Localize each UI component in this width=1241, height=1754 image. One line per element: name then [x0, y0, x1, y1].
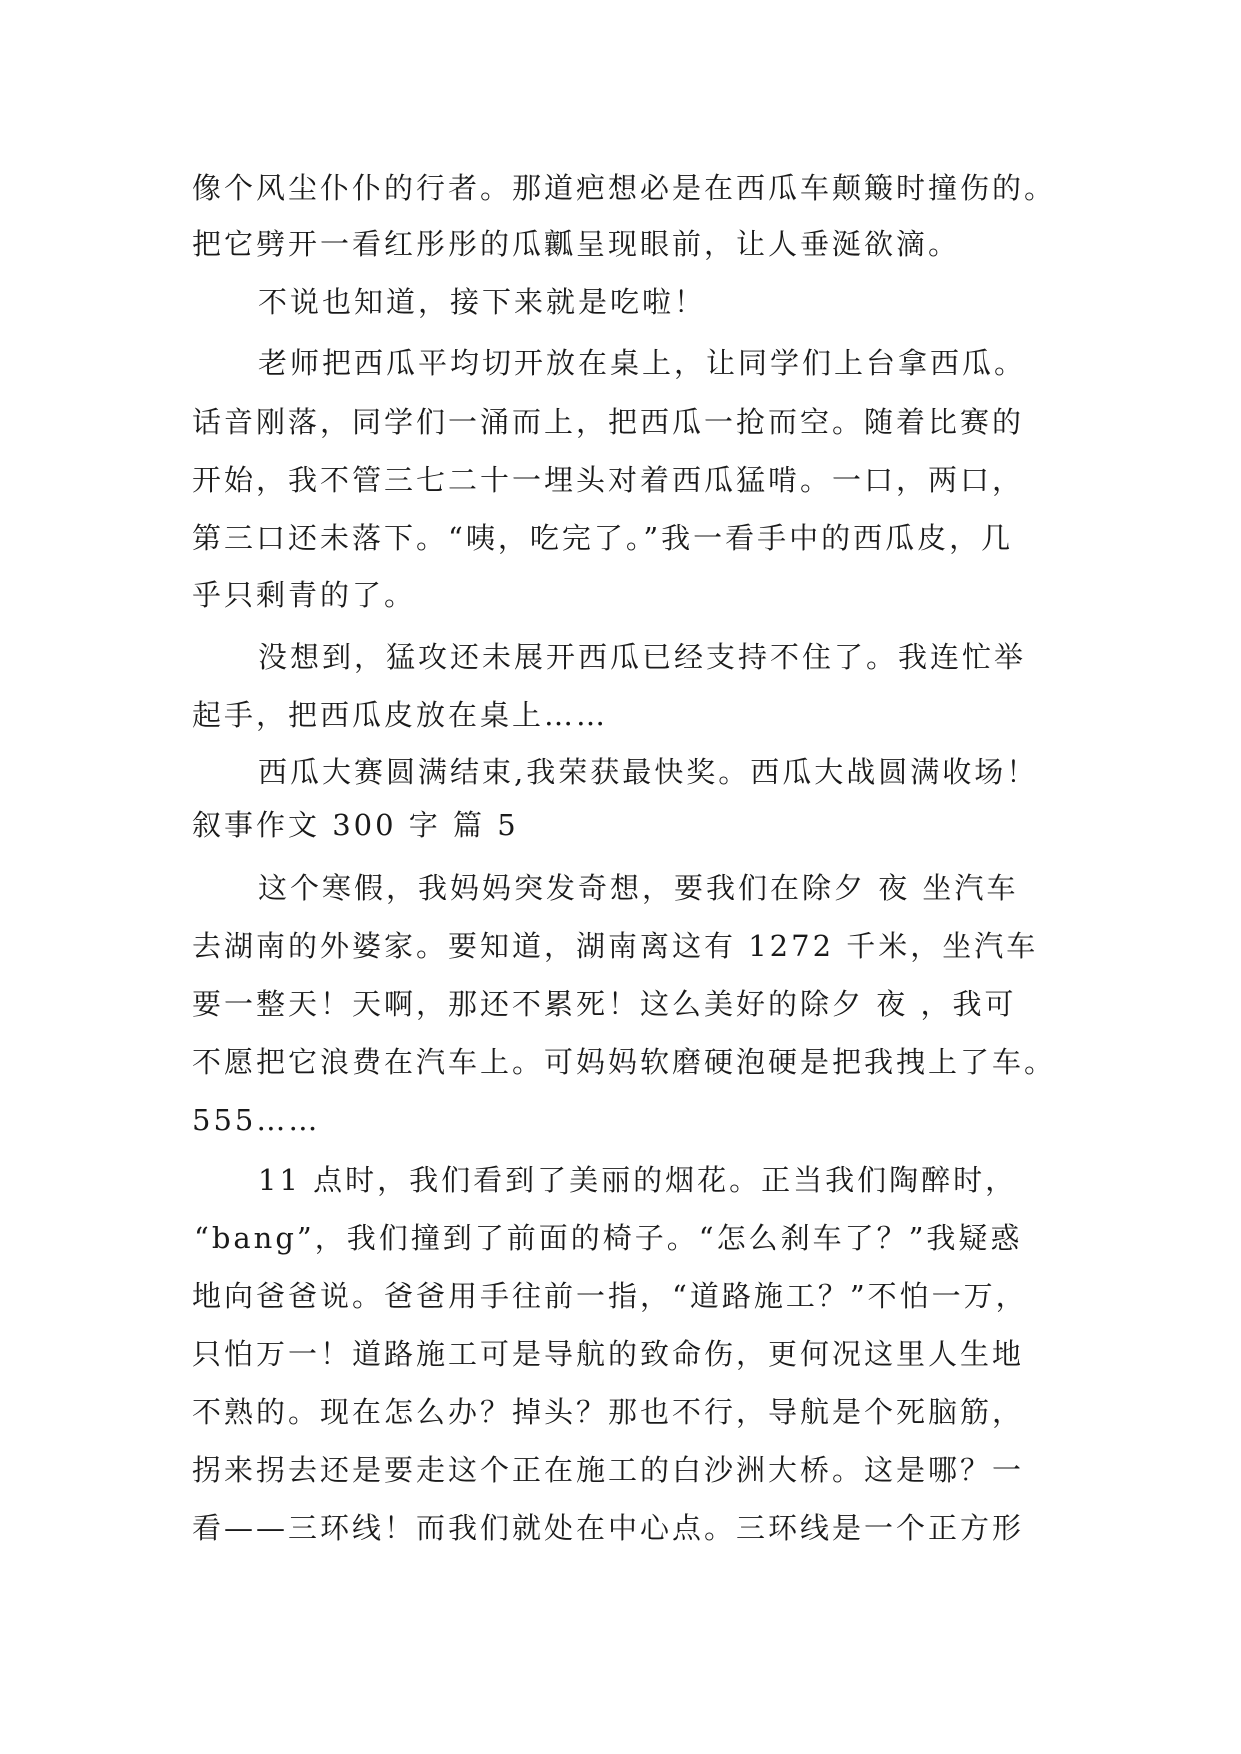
- text-line: 不说也知道，接下来就是吃啦！: [258, 285, 707, 319]
- text-line: 11 点时，我们看到了美丽的烟花。正当我们陶醉时，: [258, 1163, 1018, 1197]
- text-line: 不愿把它浪费在汽车上。可妈妈软磨硬泡硬是把我拽上了车。: [192, 1045, 1057, 1079]
- text-line: 不熟的。现在怎么办？掉头？那也不行，导航是个死脑筋，: [192, 1395, 1025, 1429]
- text-line: “bang”，我们撞到了前面的椅子。“怎么刹车了？”我疑惑: [194, 1221, 1023, 1255]
- text-line: 地向爸爸说。爸爸用手往前一指，“道路施工？”不怕一万，: [192, 1279, 1028, 1313]
- text-line: 西瓜大赛圆满结束,我荣获最快奖。西瓜大战圆满收场！: [258, 755, 1039, 789]
- text-line: 555……: [192, 1103, 321, 1137]
- text-line: 去湖南的外婆家。要知道，湖南离这有 1272 千米，坐汽车: [192, 929, 1039, 963]
- text-line: 话音刚落，同学们一涌而上，把西瓜一抢而空。随着比赛的: [192, 405, 1025, 439]
- text-line: 拐来拐去还是要走这个正在施工的白沙洲大桥。这是哪？一: [192, 1453, 1025, 1487]
- text-line: 第三口还未落下。“咦，吃完了。”我一看手中的西瓜皮，几: [192, 521, 1014, 555]
- text-line: 这个寒假，我妈妈突发奇想，要我们在除夕 夜 坐汽车: [258, 871, 1019, 905]
- text-line: 要一整天！天啊，那还不累死！这么美好的除夕 夜 ，我可: [192, 987, 1017, 1021]
- text-line: 只怕万一！道路施工可是导航的致命伤，更何况这里人生地: [192, 1337, 1025, 1371]
- text-line: 开始，我不管三七二十一埋头对着西瓜猛啃。一口，两口，: [192, 463, 1025, 497]
- text-line: 老师把西瓜平均切开放在桌上，让同学们上台拿西瓜。: [258, 346, 1027, 380]
- text-line: 乎只剩青的了。: [192, 578, 417, 612]
- text-line: 看——三环线！而我们就处在中心点。三环线是一个正方形: [192, 1511, 1025, 1545]
- text-line: 起手，把西瓜皮放在桌上……: [192, 698, 609, 732]
- text-line: 把它劈开一看红彤彤的瓜瓤呈现眼前，让人垂涎欲滴。: [192, 227, 961, 261]
- text-line: 没想到，猛攻还未展开西瓜已经支持不住了。我连忙举: [258, 640, 1027, 674]
- section-heading: 叙事作文 300 字 篇 5: [192, 808, 519, 842]
- text-line: 像个风尘仆仆的行者。那道疤想必是在西瓜车颠簸时撞伤的。: [192, 171, 1057, 205]
